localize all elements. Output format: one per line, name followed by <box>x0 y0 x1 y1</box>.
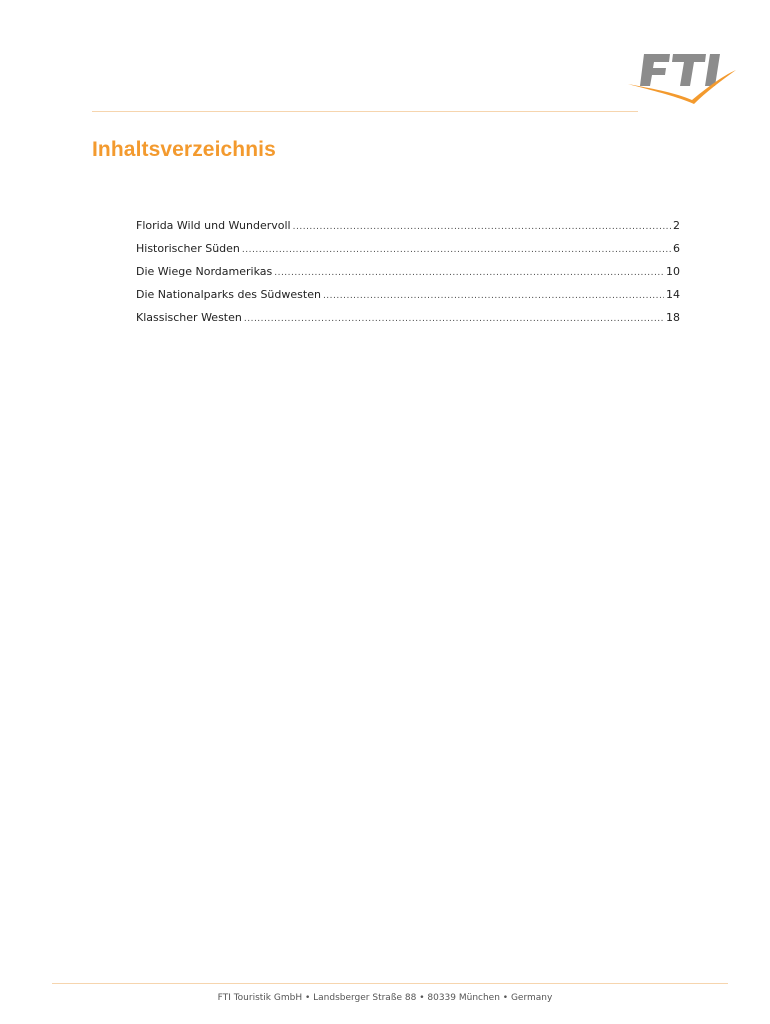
toc-entry-title: Klassischer Westen <box>136 311 242 324</box>
toc-entry-title: Die Wiege Nordamerikas <box>136 265 273 278</box>
toc-entry-title: Florida Wild und Wundervoll <box>136 219 291 232</box>
toc-dot-leader <box>323 291 664 301</box>
toc-entry-page: 14 <box>666 288 680 301</box>
page-title: Inhaltsverzeichnis <box>92 138 276 161</box>
toc-dot-leader <box>274 268 664 278</box>
toc-entry[interactable] <box>136 265 680 288</box>
footer-rule <box>52 983 728 984</box>
toc-entry[interactable] <box>136 242 680 265</box>
fti-logo <box>626 46 738 104</box>
toc-entry-title: Historischer Süden <box>136 242 240 255</box>
toc-entry[interactable] <box>136 311 680 334</box>
toc-entry-page: 6 <box>673 242 680 255</box>
toc-entry-page: 2 <box>673 219 680 232</box>
toc-dot-leader <box>244 314 664 324</box>
toc-entry-page: 18 <box>666 311 680 324</box>
toc-entry[interactable] <box>136 288 680 311</box>
footer-address: FTI Touristik GmbH • Landsberger Straße 88 • 80339 München • Germany <box>217 993 553 1003</box>
toc-entry-title: Die Nationalparks des Südwesten <box>136 288 321 301</box>
table-of-contents <box>136 219 680 334</box>
toc-dot-leader <box>293 222 671 232</box>
toc-dot-leader <box>242 245 671 255</box>
toc-entry[interactable] <box>136 219 680 242</box>
header-rule <box>92 111 638 112</box>
toc-entry-page: 10 <box>666 265 680 278</box>
